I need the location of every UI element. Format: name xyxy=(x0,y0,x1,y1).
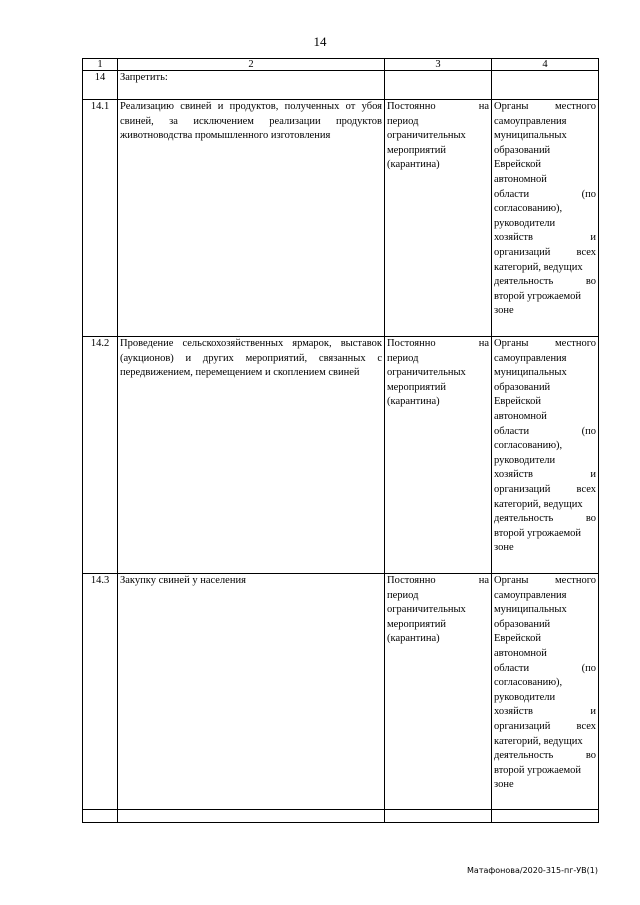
period-line: (карантина) xyxy=(387,396,440,408)
measure-text: Реализацию свиней и продуктов, полученных от убоя свиней, за исключением реализации продуктов животноводства промышленного изготовления xyxy=(118,100,385,337)
responsible-line: Органы местного xyxy=(494,338,596,349)
period-line: Постоянно на xyxy=(387,101,489,112)
table-header-row xyxy=(83,59,599,71)
section-title: Запретить: xyxy=(118,71,385,100)
responsible-line: организаций всех xyxy=(494,246,596,258)
period-line: (карантина) xyxy=(387,159,440,171)
responsible-line: самоуправления xyxy=(494,589,567,601)
responsible-line: самоуправления xyxy=(494,115,567,127)
period-line: мероприятий xyxy=(387,618,446,630)
responsible-line: второй угрожаемой xyxy=(494,764,582,776)
period-line: ограничительных xyxy=(387,130,466,142)
responsible-line: согласованию), xyxy=(494,440,563,452)
document-footer-id: Матафонова/2020-315-пг-УВ(1) xyxy=(467,866,598,875)
responsible-line: муниципальных xyxy=(494,367,567,379)
table-row xyxy=(83,574,599,810)
responsible-line: Органы местного xyxy=(494,101,596,112)
responsible-line: категорий, ведущих xyxy=(494,735,583,747)
responsible-line: зоне xyxy=(494,542,514,554)
responsible-line: руководители xyxy=(494,217,556,229)
responsible-line: муниципальных xyxy=(494,604,567,616)
measure-text: Проведение сельскохозяйственных ярмарок, выставок (аукционов) и других мероприятий, связанных с передвижением, перемещением и скоплением свиней xyxy=(118,337,385,574)
period-cell xyxy=(385,100,492,337)
responsible-line: области (по xyxy=(494,188,596,200)
responsible-line: категорий, ведущих xyxy=(494,261,583,273)
period-line: период xyxy=(387,352,419,364)
responsible-line: Еврейской xyxy=(494,633,541,645)
responsible-line: области (по xyxy=(494,662,596,674)
responsible-line: автономной xyxy=(494,647,547,659)
table-row xyxy=(83,337,599,574)
column-number-4: 4 xyxy=(492,59,599,71)
column-number-1: 1 xyxy=(83,59,118,71)
responsible-line: хозяйств и xyxy=(494,469,596,481)
period-line: мероприятий xyxy=(387,381,446,393)
responsible-line: образований xyxy=(494,381,551,393)
responsible-line: второй угрожаемой xyxy=(494,527,582,539)
responsible-line: согласованию), xyxy=(494,203,563,215)
responsible-line: деятельность во xyxy=(494,276,596,288)
responsible-line: второй угрожаемой xyxy=(494,290,582,302)
column-number-3: 3 xyxy=(385,59,492,71)
responsible-line: деятельность во xyxy=(494,750,596,762)
empty-cell xyxy=(492,810,599,823)
responsible-line: образований xyxy=(494,618,551,630)
responsible-line: муниципальных xyxy=(494,130,567,142)
responsible-line: согласованию), xyxy=(494,677,563,689)
responsible-line: Еврейской xyxy=(494,159,541,171)
empty-row xyxy=(83,810,599,823)
responsible-line: зоне xyxy=(494,779,514,791)
period-line: ограничительных xyxy=(387,604,466,616)
column-number-2: 2 xyxy=(118,59,385,71)
responsible-cell xyxy=(492,574,599,810)
row-number: 14.2 xyxy=(83,337,118,574)
empty-cell xyxy=(118,810,385,823)
responsible-line: самоуправления xyxy=(494,352,567,364)
responsible-line: организаций всех xyxy=(494,483,596,495)
empty-cell xyxy=(83,810,118,823)
period-line: (карантина) xyxy=(387,633,440,645)
responsible-line: руководители xyxy=(494,454,556,466)
responsible-line: зоне xyxy=(494,305,514,317)
empty-cell xyxy=(385,71,492,100)
period-cell xyxy=(385,337,492,574)
period-line: период xyxy=(387,115,419,127)
empty-cell xyxy=(385,810,492,823)
row-number: 14.3 xyxy=(83,574,118,810)
measures-table xyxy=(82,58,599,823)
section-row xyxy=(83,71,599,100)
period-line: мероприятий xyxy=(387,144,446,156)
responsible-line: Органы местного xyxy=(494,575,596,586)
responsible-line: Еврейской xyxy=(494,396,541,408)
responsible-line: категорий, ведущих xyxy=(494,498,583,510)
responsible-line: организаций всех xyxy=(494,720,596,732)
period-line: Постоянно на xyxy=(387,338,489,349)
responsible-line: автономной xyxy=(494,173,547,185)
responsible-line: хозяйств и xyxy=(494,232,596,244)
period-line: период xyxy=(387,589,419,601)
empty-cell xyxy=(492,71,599,100)
responsible-line: деятельность во xyxy=(494,513,596,525)
period-line: ограничительных xyxy=(387,367,466,379)
page-number: 14 xyxy=(313,34,327,49)
measure-text: Закупку свиней у населения xyxy=(118,574,385,810)
period-cell xyxy=(385,574,492,810)
row-number: 14.1 xyxy=(83,100,118,337)
table-row xyxy=(83,100,599,337)
responsible-cell xyxy=(492,337,599,574)
responsible-line: образований xyxy=(494,144,551,156)
responsible-cell xyxy=(492,100,599,337)
responsible-line: области (по xyxy=(494,425,596,437)
period-line: Постоянно на xyxy=(387,575,489,586)
section-number: 14 xyxy=(83,71,118,100)
responsible-line: автономной xyxy=(494,410,547,422)
responsible-line: руководители xyxy=(494,691,556,703)
responsible-line: хозяйств и xyxy=(494,706,596,718)
